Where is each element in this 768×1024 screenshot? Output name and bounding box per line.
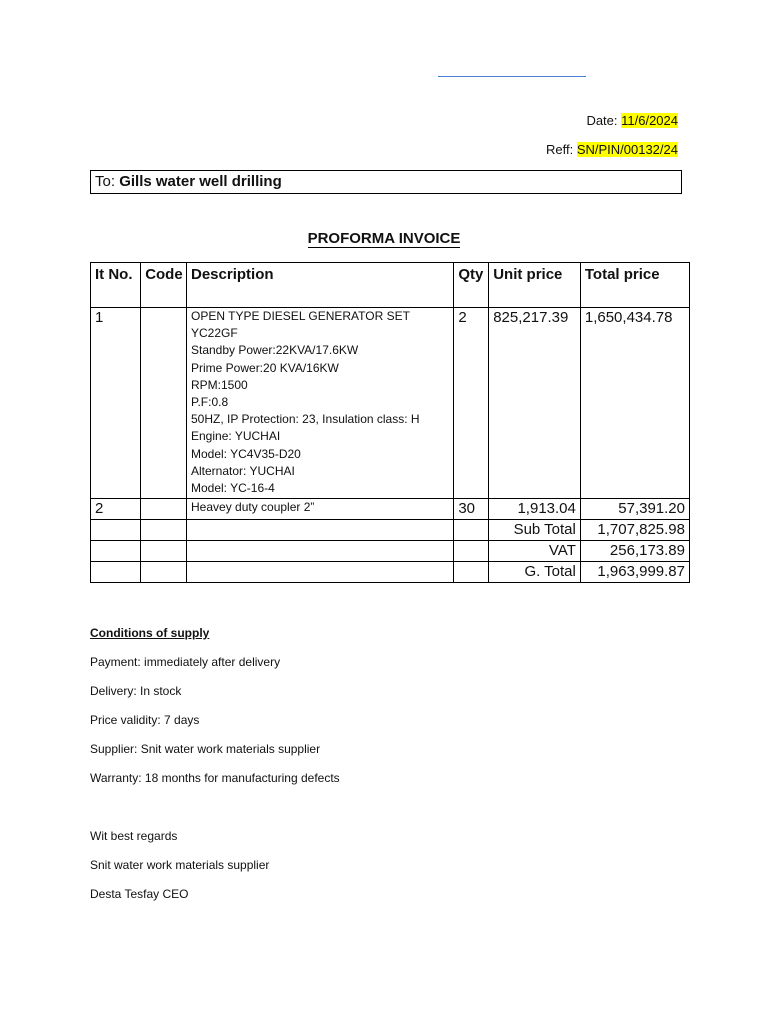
- vat-value: 256,173.89: [580, 541, 689, 562]
- signoff-company: Snit water work materials supplier: [90, 858, 270, 872]
- title-text: PROFORMA INVOICE: [307, 230, 461, 247]
- header-unit-price: Unit price: [489, 263, 581, 308]
- grand-total-value: 1,963,999.87: [580, 562, 689, 583]
- description-line: Model: YC-16-4: [191, 481, 275, 496]
- vat-row: [91, 541, 690, 562]
- description-line: 50HZ, IP Protection: 23, Insulation class: H: [191, 412, 420, 427]
- date-value: 11/6/2024: [621, 113, 678, 128]
- subtotal-row: [91, 520, 690, 541]
- item-code: [141, 499, 187, 520]
- condition-payment: Payment: immediately after delivery: [90, 655, 281, 669]
- condition-warranty: Warranty: 18 months for manufacturing defects: [90, 771, 340, 785]
- invoice-reference: [546, 142, 678, 157]
- subtotal-label: Sub Total: [489, 520, 581, 541]
- conditions-title: Conditions of supply: [90, 626, 210, 640]
- date-label: Date:: [586, 113, 622, 128]
- item-code: [141, 308, 187, 499]
- subtotal-value: 1,707,825.98: [580, 520, 689, 541]
- item-description: [187, 308, 454, 499]
- to-label: To:: [95, 173, 120, 190]
- header-description: Description: [187, 263, 454, 308]
- table-row: [91, 308, 690, 499]
- header-item-no: It No.: [91, 263, 141, 308]
- ref-label: Reff:: [545, 142, 577, 157]
- document-title: [0, 230, 768, 247]
- header-total-price: Total price: [580, 263, 689, 308]
- header-code: Code: [141, 263, 187, 308]
- grand-total-label: G. Total: [489, 562, 581, 583]
- item-description: Heavey duty coupler 2”: [187, 499, 454, 520]
- description-line: Model: YC4V35-D20: [191, 446, 301, 461]
- description-line: Standby Power:22KVA/17.6KW: [191, 343, 359, 358]
- vat-label: VAT: [489, 541, 581, 562]
- grand-total-row: [91, 562, 690, 583]
- item-total-price: 1,650,434.78: [580, 308, 689, 499]
- description-line: RPM:1500: [191, 377, 248, 392]
- item-unit-price: 1,913.04: [489, 499, 581, 520]
- signoff-signer: Desta Tesfay CEO: [90, 887, 189, 901]
- description-line: OPEN TYPE DIESEL GENERATOR SET: [191, 309, 410, 323]
- item-total-price: 57,391.20: [580, 499, 689, 520]
- table-header-row: [91, 263, 690, 308]
- item-qty: 30: [454, 499, 489, 520]
- item-number: 2: [91, 499, 141, 520]
- description-line: Prime Power:20 KVA/16KW: [191, 360, 339, 375]
- condition-supplier: Supplier: Snit water work materials supplier: [90, 742, 321, 756]
- description-line: P.F:0.8: [191, 395, 229, 410]
- condition-price-validity: Price validity: 7 days: [90, 713, 200, 727]
- recipient-box: [90, 170, 682, 194]
- invoice-date: [586, 113, 678, 128]
- signoff-greeting: Wit best regards: [90, 829, 178, 843]
- table-row: [91, 499, 690, 520]
- invoice-table: [90, 262, 690, 583]
- item-qty: 2: [454, 308, 489, 499]
- description-line: Alternator: YUCHAI: [191, 463, 295, 478]
- header-qty: Qty: [454, 263, 489, 308]
- description-line: YC22GF: [191, 326, 238, 341]
- condition-delivery: Delivery: In stock: [90, 684, 182, 698]
- item-number: 1: [91, 308, 141, 499]
- item-unit-price: 825,217.39: [489, 308, 581, 499]
- description-line: Engine: YUCHAI: [191, 429, 281, 444]
- header-rule: [438, 76, 586, 77]
- ref-value: SN/PIN/00132/24: [576, 142, 678, 157]
- recipient-name: Gills water well drilling: [119, 173, 282, 190]
